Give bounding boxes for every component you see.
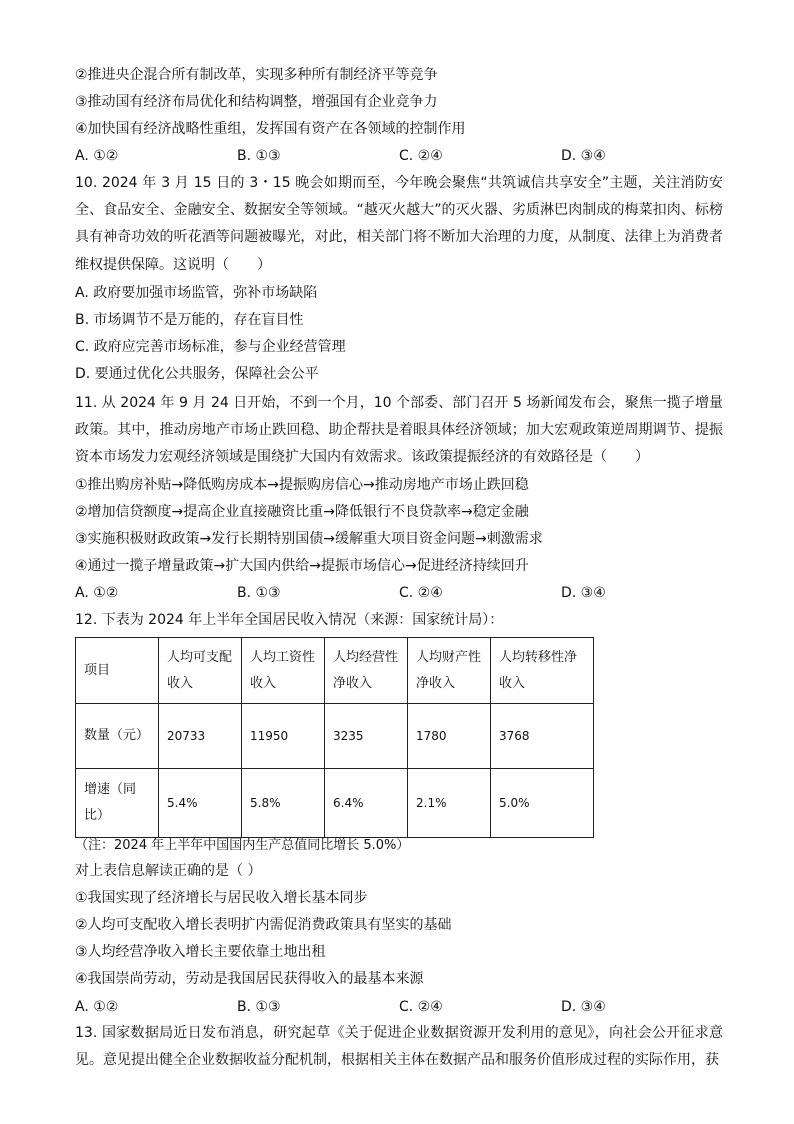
q11-statement-4: ④通过一揽子增量政策→扩大国内供给→提振市场信心→促进经济持续回升: [75, 558, 529, 574]
q11-statement-3: ③实施积极财政政策→发行长期特别国债→缓解重大项目资金问题→刺激需求: [75, 531, 543, 547]
q11-statement-1: ①推出购房补贴→降低购房成本→提振购房信心→推动房地产市场止跌回稳: [75, 477, 529, 493]
table-cell: 20733: [159, 704, 242, 769]
income-table: [75, 637, 594, 838]
q12-option-d: D. ③④: [561, 999, 606, 1015]
table-header-row: [76, 638, 594, 704]
q9-statement-4: ④加快国有经济战略性重组，发挥国有资产在各领域的控制作用: [75, 121, 466, 137]
q12-table-note: （注：2024 年上半年中国国内生产总值同比增长 5.0%）: [75, 838, 410, 853]
table-header-cell: 人均经营性净收入: [325, 638, 408, 704]
q12-question: 对上表信息解读正确的是（ ）: [75, 863, 262, 879]
table-row: [76, 769, 594, 838]
table-cell: 5.8%: [242, 769, 325, 838]
q9-statement-2: ②推进央企混合所有制改革，实现多种所有制经济平等竞争: [75, 67, 438, 83]
q12-statement-3: ③人均经营净收入增长主要依靠土地出租: [75, 944, 326, 960]
table-cell: 5.4%: [159, 769, 242, 838]
q10-stem: 10. 2024 年 3 月 15 日的 3・15 晚会如期而至，今年晚会聚焦“共筑诚信共享安全”主题，关注消防安全、食品安全、金融安全、数据安全等领域。“越灭火越大”的灭火器、劣质淋巴肉制成的梅菜扣肉、标榜具有神奇功效的听花酒等问题被曝光，对此，相关部门将不断加大治理的力度，从制度、法律上为消费者维权提供保障。这说明（ ）: [75, 175, 723, 273]
q11-statement-2: ②增加信贷额度→提高企业直接融资比重→降低银行不良贷款率→稳定金融: [75, 504, 529, 520]
q9-option-b: B. ①③: [237, 148, 281, 164]
table-cell: 11950: [242, 704, 325, 769]
q11-stem: 11. 从 2024 年 9 月 24 日开始，不到一个月，10 个部委、部门召开 5 场新闻发布会，聚焦一揽子增量政策。其中，推动房地产市场止跌回稳、助企帮扶是着眼具体经济领域；加大宏观政策逆周期调节、提振资本市场发力宏观经济领域是围绕扩大国内有效需求。该政策提振经济的有效路径是（ ）: [75, 395, 723, 466]
q13-stem: 13. 国家数据局近日发布消息，研究起草《关于促进企业数据资源开发利用的意见》，向社会公开征求意见。意见提出健全企业数据收益分配机制，根据相关主体在数据产品和服务价值形成过程的实际作用，获: [75, 1025, 723, 1069]
q11-option-b: B. ①③: [237, 585, 281, 601]
table-header-cell: 项目: [76, 638, 159, 704]
q12-option-c: C. ②④: [399, 999, 443, 1015]
table-row: [76, 704, 594, 769]
q11-option-c: C. ②④: [399, 585, 443, 601]
q12-stem: 12. 下表为 2024 年上半年全国居民收入情况（来源：国家统计局）：: [75, 612, 504, 628]
q12-option-b: B. ①③: [237, 999, 281, 1015]
q9-option-d: D. ③④: [561, 148, 606, 164]
q10-option-a: A. 政府要加强市场监管，弥补市场缺陷: [75, 285, 318, 301]
q9-option-a: A. ①②: [75, 148, 119, 164]
q10-option-d: D. 要通过优化公共服务，保障社会公平: [75, 366, 319, 382]
table-header-cell: 人均转移性净收入: [491, 638, 594, 704]
table-cell: 5.0%: [491, 769, 594, 838]
table-header-cell: 人均财产性净收入: [408, 638, 491, 704]
table-cell: 2.1%: [408, 769, 491, 838]
q11-option-a: A. ①②: [75, 585, 119, 601]
q10-option-b: B. 市场调节不是万能的，存在盲目性: [75, 312, 304, 328]
q9-statement-3: ③推动国有经济布局优化和结构调整，增强国有企业竞争力: [75, 94, 438, 110]
table-cell: 3235: [325, 704, 408, 769]
q11-option-d: D. ③④: [561, 585, 606, 601]
q12-statement-4: ④我国崇尚劳动，劳动是我国居民获得收入的最基本来源: [75, 971, 424, 987]
table-cell: 6.4%: [325, 769, 408, 838]
table-header-cell: 人均工资性收入: [242, 638, 325, 704]
table-header-cell: 人均可支配收入: [159, 638, 242, 704]
q10-option-c: C. 政府应完善市场标准，参与企业经营管理: [75, 339, 346, 355]
table-cell: 1780: [408, 704, 491, 769]
q12-statement-2: ②人均可支配收入增长表明扩内需促消费政策具有坚实的基础: [75, 917, 452, 933]
q12-option-a: A. ①②: [75, 999, 119, 1015]
q9-option-c: C. ②④: [399, 148, 443, 164]
table-cell: 3768: [491, 704, 594, 769]
table-cell: 增速（同比）: [76, 769, 159, 838]
table-cell: 数量（元）: [76, 704, 159, 769]
q12-statement-1: ①我国实现了经济增长与居民收入增长基本同步: [75, 890, 368, 906]
